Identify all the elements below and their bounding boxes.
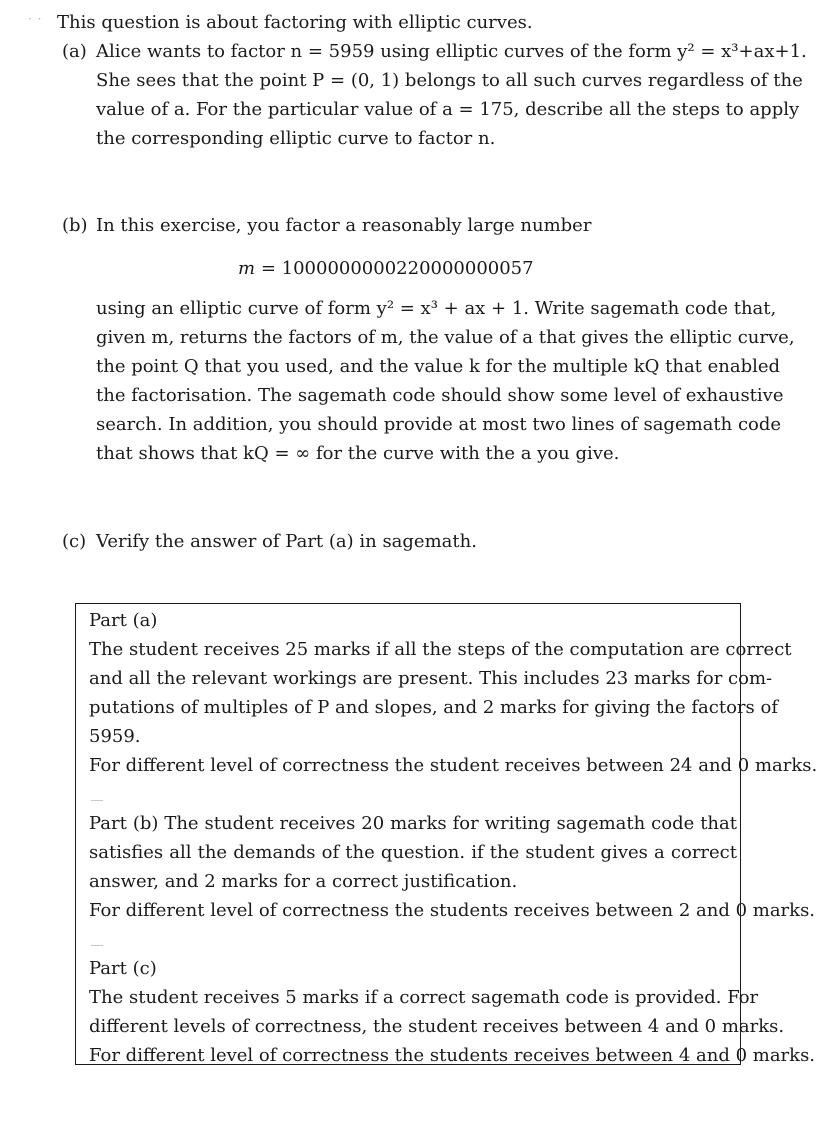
text-line: the point Q that you used, and the value k for the multiple kQ that enabled bbox=[96, 356, 781, 377]
part-a-text bbox=[96, 37, 807, 153]
part-a-label: (a) bbox=[62, 41, 87, 62]
part-b-text-top bbox=[96, 211, 761, 240]
text-line: In this exercise, you factor a reasonably large number bbox=[96, 215, 592, 236]
separator bbox=[89, 780, 737, 809]
separator bbox=[89, 925, 737, 954]
marking-line: satisfies all the demands of the question. if the student gives a correct bbox=[89, 842, 737, 863]
marking-line: answer, and 2 marks for a correct justification. bbox=[89, 871, 518, 892]
marking-line: different levels of correctness, the student receives between 4 and 0 marks. bbox=[89, 1016, 785, 1037]
part-c-label: (c) bbox=[62, 531, 87, 552]
marking-line: putations of multiples of P and slopes, and 2 marks for giving the factors of bbox=[89, 697, 778, 718]
marking-line: The student receives 25 marks if all the steps of the computation are correct bbox=[89, 639, 792, 660]
marking-part-a-heading: Part (a) bbox=[89, 610, 158, 631]
marking-line: For different level of correctness the student receives between 24 and 0 marks. bbox=[89, 755, 818, 776]
text-line: Verify the answer of Part (a) in sagemath. bbox=[96, 531, 477, 552]
text-line: using an elliptic curve of form y² = x³ + ax + 1. Write sagemath code that, bbox=[96, 298, 777, 319]
m-variable: m bbox=[238, 258, 256, 279]
margin-dots: · · bbox=[28, 12, 43, 26]
marking-line: For different level of correctness the students receives between 4 and 0 marks. bbox=[89, 1045, 816, 1066]
marking-line: and all the relevant workings are present. This includes 23 marks for com- bbox=[89, 668, 773, 689]
text-line: that shows that kQ = ∞ for the curve with the a you give. bbox=[96, 443, 620, 464]
marking-line: For different level of correctness the students receives between 2 and 0 marks. bbox=[89, 900, 816, 921]
marking-scheme-content bbox=[89, 606, 818, 1070]
text-line: She sees that the point P = (0, 1) belongs to all such curves regardless of the bbox=[96, 70, 803, 91]
text-line: value of a. For the particular value of a = 175, describe all the steps to apply bbox=[96, 99, 800, 120]
text-line: given m, returns the factors of m, the value of a that gives the elliptic curve, bbox=[96, 327, 795, 348]
text-line: Alice wants to factor n = 5959 using elliptic curves of the form y² = x³+ax+1. bbox=[96, 41, 807, 62]
text-line: search. In addition, you should provide at most two lines of sagemath code bbox=[96, 414, 782, 435]
m-value: 1000000000220000000057 bbox=[281, 258, 534, 279]
m-equation bbox=[238, 254, 534, 283]
marking-line: Part (b) The student receives 20 marks for writing sagemath code that bbox=[89, 813, 737, 834]
text-line: the corresponding elliptic curve to factor n. bbox=[96, 128, 496, 149]
question-intro: This question is about factoring with elliptic curves. bbox=[57, 12, 533, 33]
marking-part-c-heading: Part (c) bbox=[89, 958, 157, 979]
m-equals: = bbox=[260, 258, 276, 279]
marking-line: 5959. bbox=[89, 726, 141, 747]
marking-line: The student receives 5 marks if a correct sagemath code is provided. For bbox=[89, 987, 759, 1008]
part-b-text-bottom bbox=[96, 294, 795, 468]
part-c-text bbox=[96, 527, 761, 556]
marking-scheme-box bbox=[75, 603, 818, 1066]
text-line: the factorisation. The sagemath code should show some level of exhaustive bbox=[96, 385, 784, 406]
part-b-label: (b) bbox=[62, 215, 88, 236]
